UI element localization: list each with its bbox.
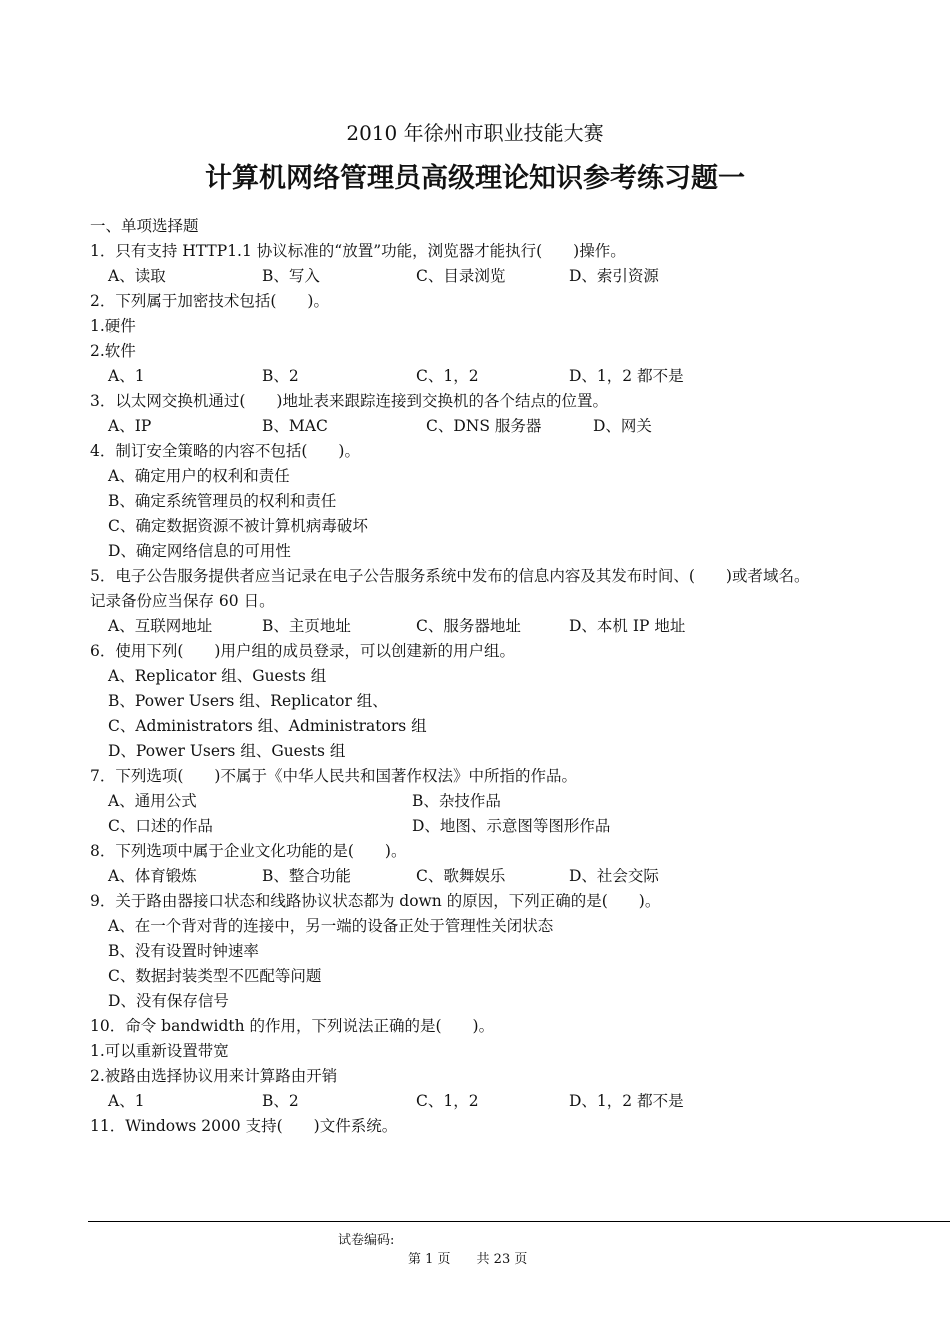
exam-code-label: 试卷编码: [338, 1233, 395, 1248]
question-10-option-a: A、1 [108, 1092, 145, 1110]
question-4-option-a: A、确定用户的权利和责任 [108, 467, 290, 485]
question-10-option-b: B、2 [262, 1092, 299, 1110]
question-3-option-a: A、IP [108, 417, 152, 435]
question-6-stem: 6．使用下列( )用户组的成员登录，可以创建新的用户组。 [90, 642, 515, 660]
question-1-option-a: A、读取 [108, 267, 166, 285]
question-4-stem: 4．制订安全策略的内容不包括( )。 [90, 442, 360, 460]
question-6-option-a: A、Replicator 组、Guests 组 [108, 667, 327, 685]
question-7-option-d: D、地图、示意图等图形作品 [412, 817, 611, 835]
question-7-option-b: B、杂技作品 [412, 792, 501, 810]
question-4-option-b: B、确定系统管理员的权利和责任 [108, 492, 337, 510]
question-2-option-b: B、2 [262, 367, 299, 385]
section-heading: 一、单项选择题 [90, 217, 199, 235]
question-5-stem: 5．电子公告服务提供者应当记录在电子公告服务系统中发布的信息内容及其发布时间、( )或者域名。 [90, 567, 810, 585]
question-2-option-c: C、1，2 [416, 367, 479, 385]
question-5-option-b: B、主页地址 [262, 617, 351, 635]
question-5-option-a: A、互联网地址 [108, 617, 213, 635]
question-3-option-c: C、DNS 服务器 [426, 417, 542, 435]
question-9-stem: 9．关于路由器接口状态和线路协议状态都为 down 的原因，下列正确的是( )。 [90, 892, 661, 910]
question-8-option-a: A、体育锻炼 [108, 867, 197, 885]
exam-subtitle: 2010 年徐州市职业技能大赛 [346, 121, 604, 145]
question-10-stem: 10．命令 bandwidth 的作用，下列说法正确的是( )。 [90, 1017, 495, 1035]
question-9-option-d: D、没有保存信号 [108, 992, 229, 1010]
question-10-item-2: 2.被路由选择协议用来计算路由开销 [90, 1067, 338, 1085]
question-7-stem: 7．下列选项( )不属于《中华人民共和国著作权法》中所指的作品。 [90, 767, 577, 785]
question-8-option-d: D、社会交际 [569, 867, 659, 885]
question-10-item-1: 1.可以重新设置带宽 [90, 1042, 229, 1060]
question-4-option-c: C、确定数据资源不被计算机病毒破坏 [108, 517, 368, 535]
question-5-stem-continued: 记录备份应当保存 60 日。 [90, 592, 275, 610]
question-8-option-c: C、歌舞娱乐 [416, 867, 506, 885]
question-8-option-b: B、整合功能 [262, 867, 351, 885]
question-10-option-d: D、1，2 都不是 [569, 1092, 684, 1110]
question-9-option-c: C、数据封装类型不匹配等问题 [108, 967, 322, 985]
question-9-option-b: B、没有设置时钟速率 [108, 942, 259, 960]
question-6-option-b: B、Power Users 组、Replicator 组、 [108, 692, 388, 710]
question-7-option-a: A、通用公式 [108, 792, 197, 810]
question-1-option-d: D、索引资源 [569, 267, 659, 285]
question-2-item-2: 2.软件 [90, 342, 136, 360]
question-1-stem: 1．只有支持 HTTP1.1 协议标准的“放置”功能，浏览器才能执行( )操作。 [90, 242, 626, 260]
footer-divider [88, 1221, 950, 1222]
question-3-option-b: B、MAC [262, 417, 328, 435]
question-8-stem: 8．下列选项中属于企业文化功能的是( )。 [90, 842, 407, 860]
question-10-option-c: C、1，2 [416, 1092, 479, 1110]
page-title: 计算机网络管理员高级理论知识参考练习题一 [205, 163, 745, 194]
question-3-option-d: D、网关 [593, 417, 652, 435]
question-9-option-a: A、在一个背对背的连接中，另一端的设备正处于管理性关闭状态 [108, 917, 554, 935]
question-3-stem: 3．以太网交换机通过( )地址表来跟踪连接到交换机的各个结点的位置。 [90, 392, 608, 410]
page-number: 第 1 页 共 23 页 [408, 1252, 528, 1267]
question-11-stem: 11．Windows 2000 支持( )文件系统。 [90, 1117, 398, 1135]
question-2-stem: 2．下列属于加密技术包括( )。 [90, 292, 329, 310]
question-1-option-c: C、目录浏览 [416, 267, 506, 285]
question-7-option-c: C、口述的作品 [108, 817, 213, 835]
question-4-option-d: D、确定网络信息的可用性 [108, 542, 291, 560]
question-2-item-1: 1.硬件 [90, 317, 136, 335]
question-5-option-c: C、服务器地址 [416, 617, 521, 635]
question-6-option-d: D、Power Users 组、Guests 组 [108, 742, 346, 760]
question-2-option-a: A、1 [108, 367, 145, 385]
question-1-option-b: B、写入 [262, 267, 320, 285]
question-6-option-c: C、Administrators 组、Administrators 组 [108, 717, 427, 735]
question-2-option-d: D、1，2 都不是 [569, 367, 684, 385]
question-5-option-d: D、本机 IP 地址 [569, 617, 686, 635]
